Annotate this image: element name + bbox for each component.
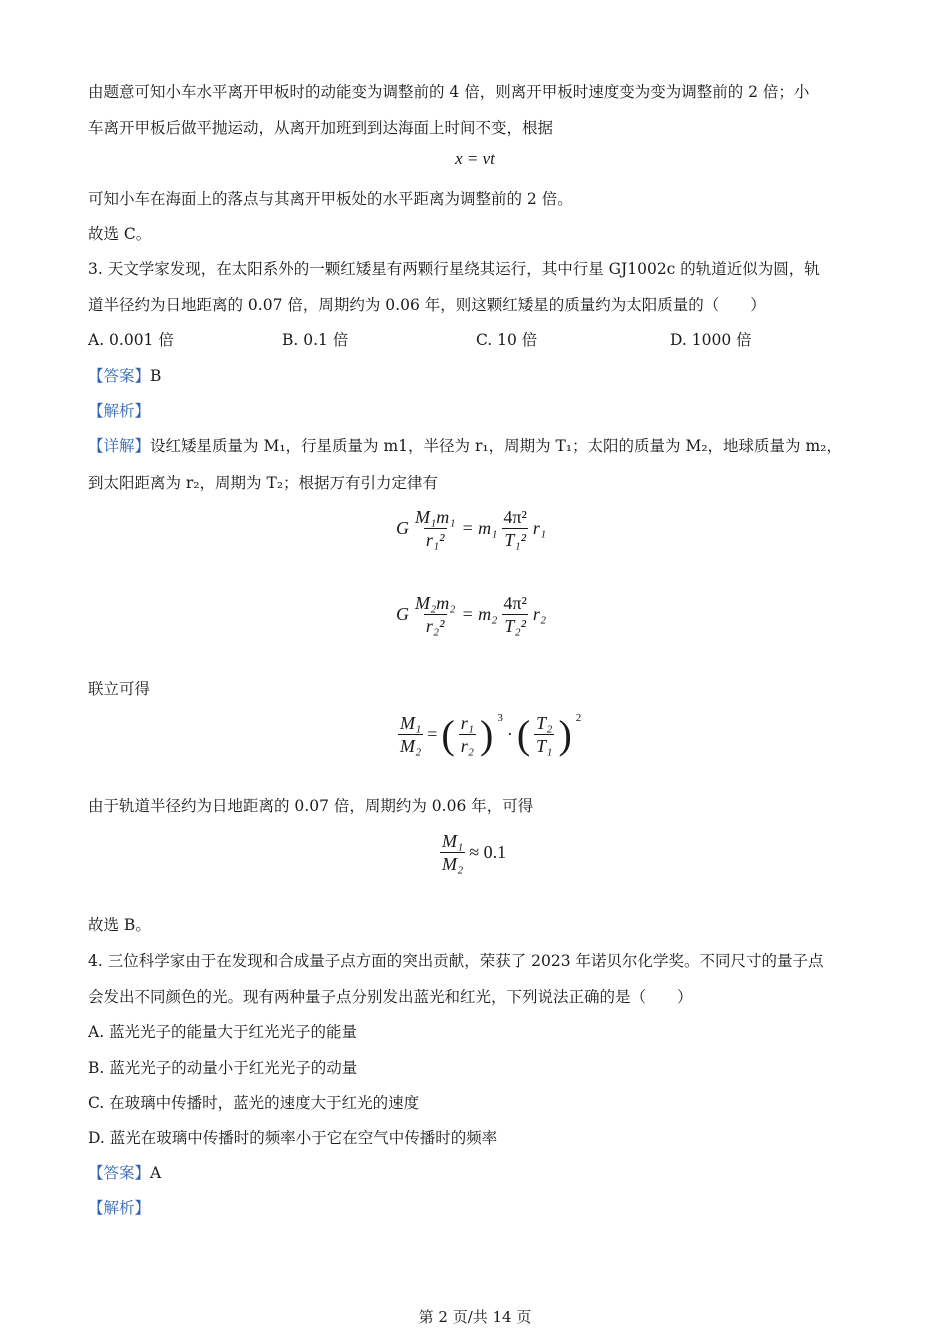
detail-line: 到太阳距离为 r₂，周期为 T₂；根据万有引力定律有: [88, 474, 439, 492]
option-b: B. 0.1 倍: [282, 331, 349, 349]
denominator: T₁²: [504, 530, 526, 550]
numerator: M₂m₂: [415, 593, 456, 613]
question-4-stem: 4. 三位科学家由于在发现和合成量子点方面的突出贡献，荣获了 2023 年诺贝尔化学奖。不同尺寸的量子点: [88, 952, 824, 970]
numerator: 4π²: [503, 593, 527, 613]
equation-gravity-2: [396, 592, 546, 637]
numerator: r₁: [460, 713, 475, 733]
denominator: r₁²: [425, 530, 445, 550]
question-3-stem: 3. 天文学家发现，在太阳系外的一颗红矮星有两颗行星绕其运行，其中行星 GJ1002c 的轨道近似为圆，轨: [88, 260, 820, 278]
answer-value: A: [150, 1164, 162, 1182]
equals-sign: =: [427, 724, 438, 744]
exponent: 2: [575, 712, 582, 724]
numerator: T₂: [536, 713, 553, 733]
fraction: [413, 592, 458, 637]
dot-operator: ·: [506, 724, 513, 744]
option-d: D. 蓝光在玻璃中传播时的频率小于它在空气中传播时的频率: [88, 1129, 498, 1147]
fraction: [459, 712, 476, 757]
fraction: [398, 712, 423, 757]
paren-left: (: [441, 711, 455, 757]
fraction: [534, 712, 554, 757]
option-d: D. 1000 倍: [670, 331, 752, 349]
paragraph-line: 故选 C。: [88, 225, 152, 243]
fraction: [440, 830, 465, 875]
denominator: r₂: [460, 736, 475, 756]
paragraph-line: 可知小车在海面上的落点与其离开甲板处的水平距离为调整前的 2 倍。: [88, 190, 573, 208]
answer-line: [88, 1163, 161, 1183]
approx-value: ≈ 0.1: [469, 842, 507, 862]
answer-line: [88, 366, 161, 386]
detail-line: [88, 436, 842, 456]
answer-tag: 【答案】: [88, 1164, 151, 1182]
option-c: C. 在玻璃中传播时，蓝光的速度大于红光的速度: [88, 1094, 420, 1112]
option-c: C. 10 倍: [476, 331, 538, 349]
answer-tag: 【答案】: [88, 367, 151, 385]
equation-mass-ratio: [398, 712, 581, 757]
page-footer: 第 2 页/共 14 页: [418, 1308, 532, 1326]
denominator: M₂: [442, 854, 464, 874]
denominator: T₁: [536, 736, 553, 756]
fraction: [501, 506, 528, 551]
answer-value: B: [150, 367, 162, 385]
equation-gravity-1: [396, 506, 546, 551]
equation-x-vt: x = vt: [455, 149, 495, 168]
option-a: A. 蓝光光子的能量大于红光光子的能量: [88, 1023, 358, 1041]
denominator: r₂²: [425, 616, 445, 636]
eq-symbol: G: [396, 604, 409, 624]
paragraph-line: 由于轨道半径约为日地距离的 0.07 倍，周期约为 0.06 年，可得: [88, 797, 534, 815]
eq-term: r₁: [532, 518, 547, 538]
option-b: B. 蓝光光子的动量小于红光光子的动量: [88, 1059, 358, 1077]
detail-tag: 【详解】: [88, 437, 151, 455]
eq-term: r₂: [532, 604, 547, 624]
fraction: [501, 592, 528, 637]
eq-term: = m₁: [461, 518, 498, 538]
analysis-tag: 【解析】: [88, 402, 151, 420]
detail-text: 设红矮星质量为 M₁，行星质量为 m1，半径为 r₁，周期为 T₁；太阳的质量为 M₂，地球质量为 m₂，: [150, 437, 842, 455]
question-3-stem: 道半径约为日地距离的 0.07 倍，周期约为 0.06 年，则这颗红矮星的质量约为太阳质量的（ ）: [88, 296, 766, 314]
denominator: M₂: [400, 736, 422, 756]
numerator: M₁m₁: [415, 507, 456, 527]
denominator: T₂²: [504, 616, 526, 636]
analysis-tag: 【解析】: [88, 1199, 151, 1217]
fraction: [413, 506, 458, 551]
paren-left: (: [516, 711, 531, 757]
option-a: A. 0.001 倍: [88, 331, 174, 349]
paren-right: ): [480, 711, 494, 757]
exponent: 3: [497, 712, 503, 724]
eq-term: = m₂: [461, 604, 498, 624]
numerator: M₁: [400, 713, 422, 733]
numerator: M₁: [442, 831, 464, 851]
paragraph-line: 由题意可知小车水平离开甲板时的动能变为调整前的 4 倍，则离开甲板时速度变为变为调整前的 2 倍；小: [88, 83, 810, 101]
question-4-stem: 会发出不同颜色的光。现有两种量子点分别发出蓝光和红光，下列说法正确的是（ ）: [88, 988, 693, 1006]
equation-result: [440, 830, 506, 875]
paragraph-line: 联立可得: [88, 680, 151, 698]
paragraph-line: 车离开甲板后做平抛运动，从离开加班到到达海面上时间不变，根据: [88, 119, 554, 137]
numerator: 4π²: [503, 507, 527, 527]
paragraph-line: 故选 B。: [88, 916, 151, 934]
paren-right: ): [558, 711, 572, 757]
eq-symbol: G: [396, 518, 409, 538]
